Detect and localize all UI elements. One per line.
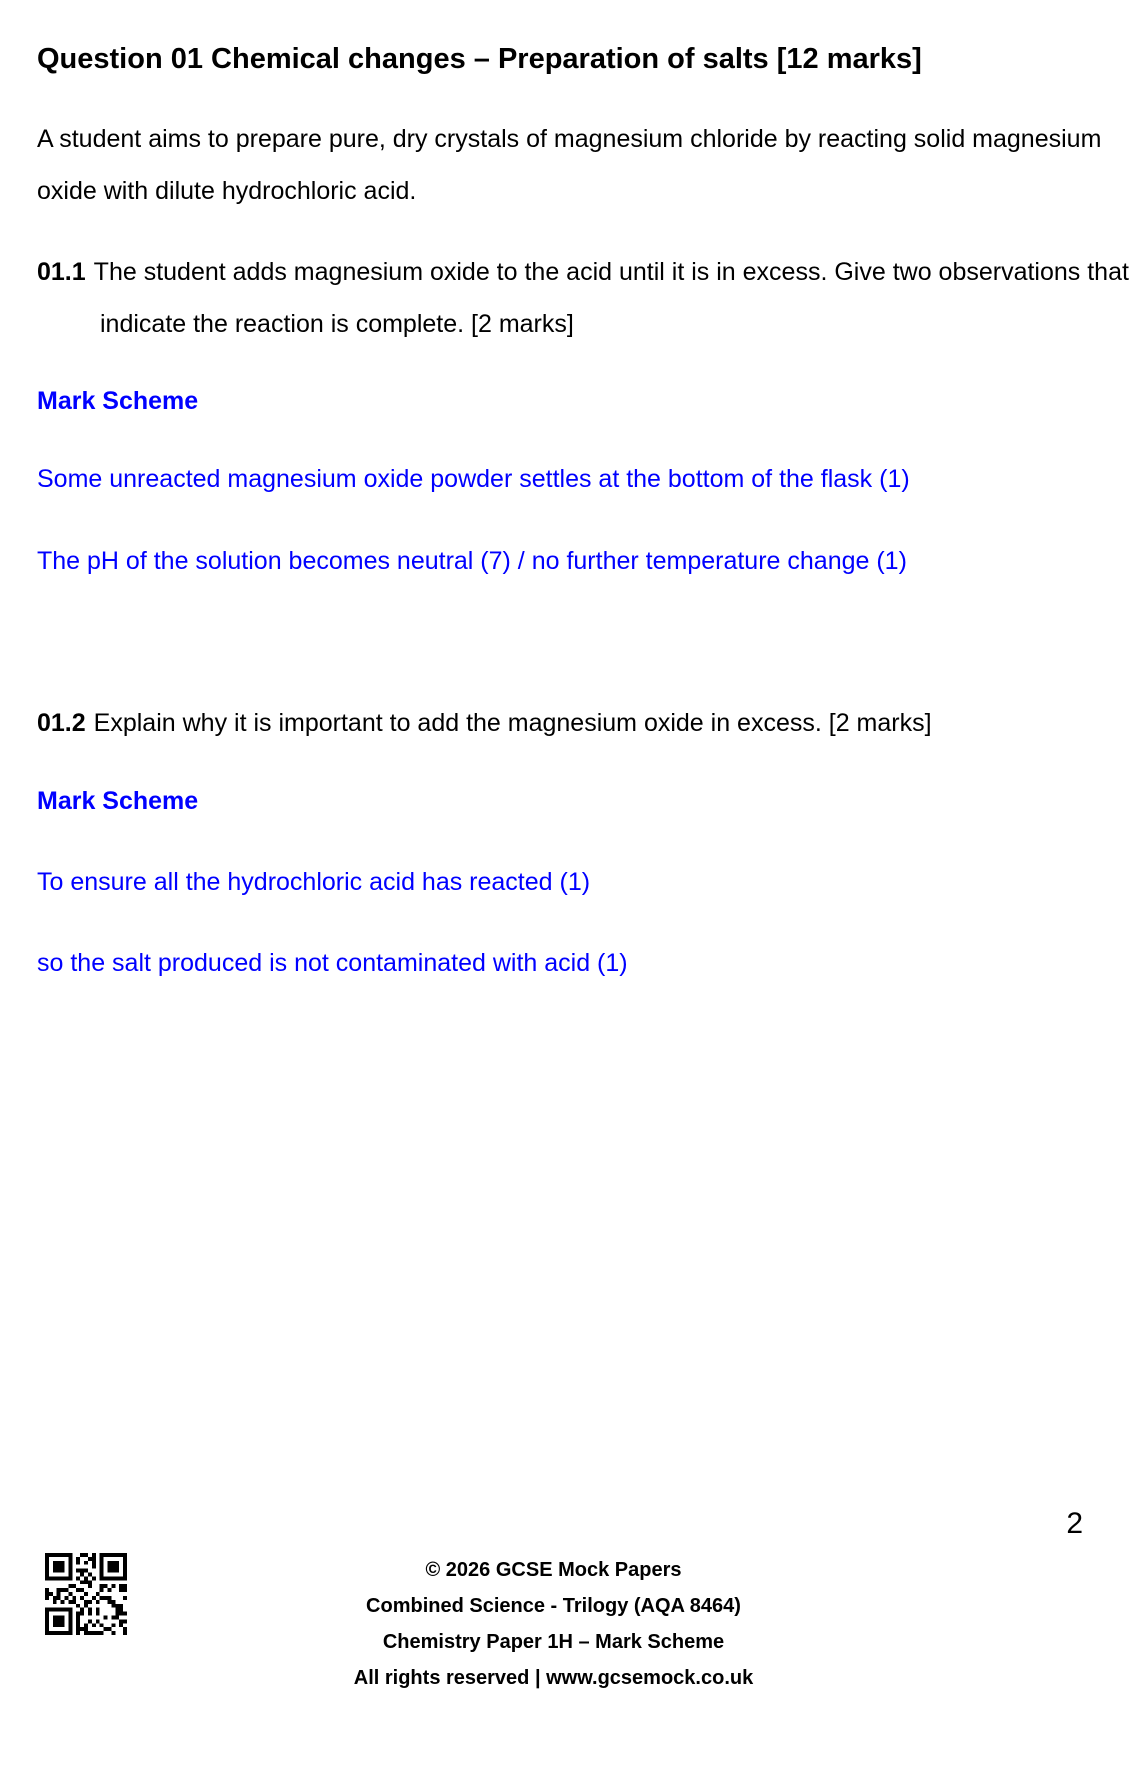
mark-scheme-answer: To ensure all the hydrochloric acid has reacted (1) [37, 868, 591, 896]
question-part-01-1 [37, 246, 1132, 350]
question-part-number: 01.2 [37, 709, 86, 737]
footer-rights: All rights reserved | www.gcsemock.co.uk [353, 1667, 754, 1689]
question-intro: A student aims to prepare pure, dry crystals of magnesium chloride by reacting solid magnesium oxide with dilute hydrochloric acid. [37, 125, 1102, 205]
page-number: 2 [1066, 1507, 1083, 1540]
footer-paper: Chemistry Paper 1H – Mark Scheme [382, 1631, 725, 1653]
mark-scheme-heading-1: Mark Scheme [37, 387, 199, 415]
footer-course: Combined Science - Trilogy (AQA 8464) [366, 1595, 741, 1617]
question-part-01-2 [37, 697, 1132, 749]
question-title: Question 01 Chemical changes – Preparation of salts [12 marks] [37, 43, 922, 75]
footer-copyright: © 2026 GCSE Mock Papers [425, 1559, 682, 1581]
mark-scheme-heading-2: Mark Scheme [37, 787, 199, 815]
question-part-text: The student adds magnesium oxide to the acid until it is in excess. Give two observations that indicate the reaction is complete. [2 marks] [93, 258, 1129, 338]
question-part-text: Explain why it is important to add the magnesium oxide in excess. [2 marks] [93, 709, 932, 737]
question-part-number: 01.1 [37, 258, 86, 286]
page-footer [0, 1552, 1107, 1696]
mark-scheme-answer: so the salt produced is not contaminated with acid (1) [37, 949, 628, 977]
mark-scheme-answer: The pH of the solution becomes neutral (7) / no further temperature change (1) [37, 547, 907, 575]
mark-scheme-answer: Some unreacted magnesium oxide powder settles at the bottom of the flask (1) [37, 465, 910, 493]
